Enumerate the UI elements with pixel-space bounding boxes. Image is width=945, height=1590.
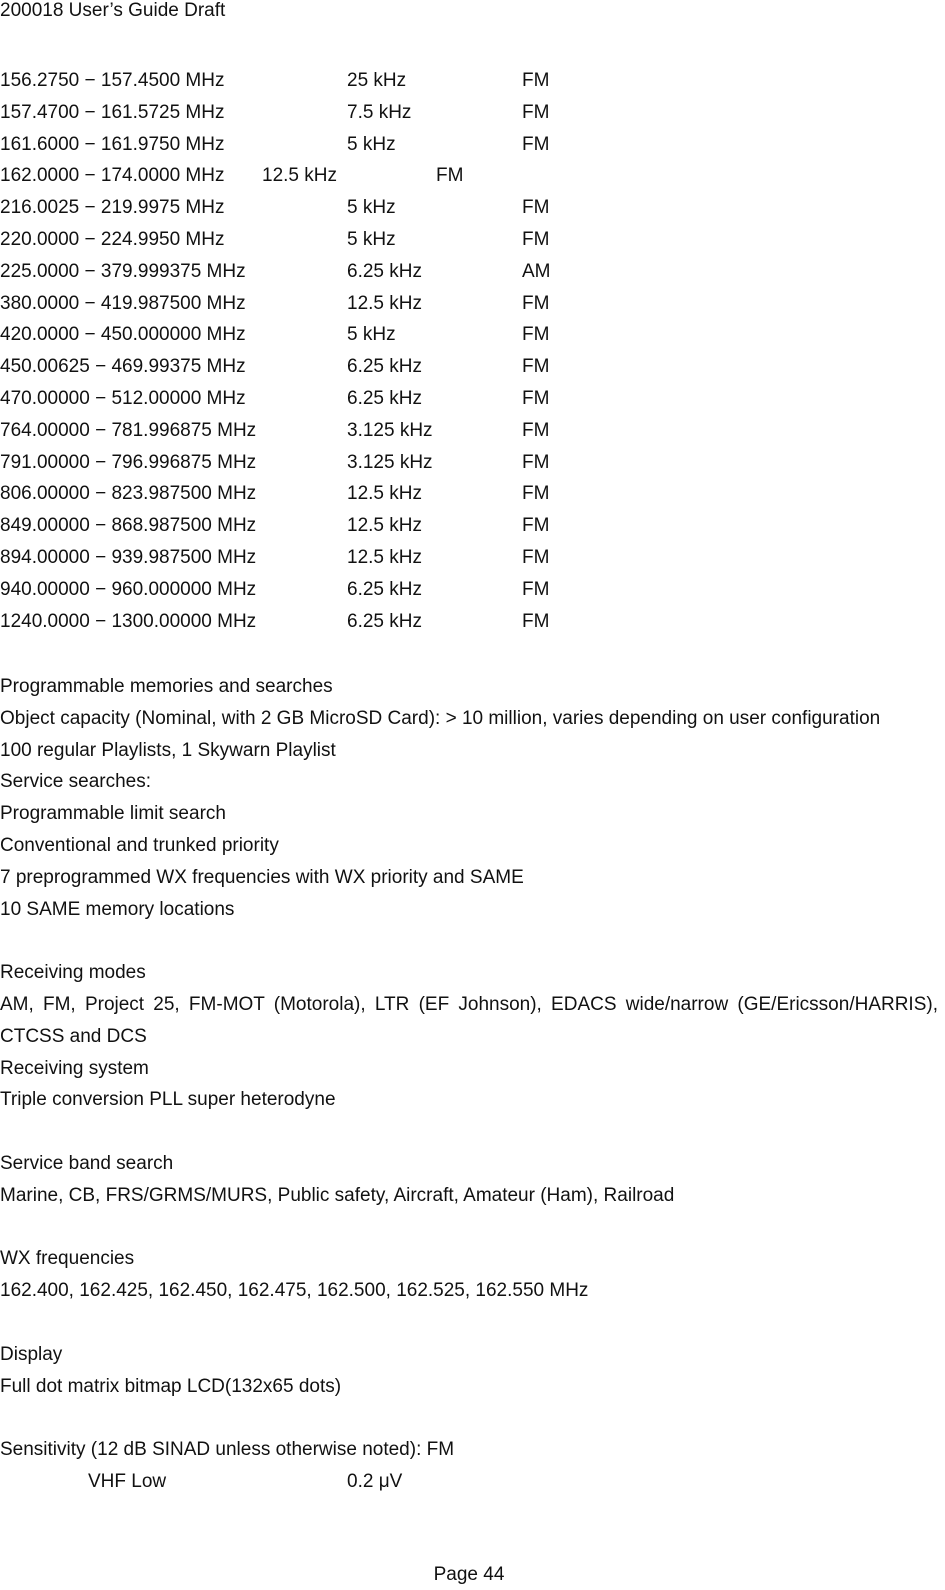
- band-mode: FM: [522, 101, 550, 123]
- band-range: 849.00000 − 868.987500 MHz: [0, 515, 257, 537]
- sensitivity-row: [0, 1466, 938, 1498]
- band-mode: FM: [522, 292, 550, 314]
- band-mode: FM: [522, 197, 550, 219]
- band-step: 6.25 kHz: [347, 260, 422, 282]
- band-mode: FM: [522, 387, 550, 409]
- band-range: 450.00625 − 469.99375 MHz: [0, 356, 246, 378]
- band-mode: FM: [522, 610, 550, 632]
- band-step: 5 kHz: [347, 228, 396, 250]
- service-band-heading: Service band search: [0, 1152, 174, 1174]
- receiving-modes-heading: Receiving modes: [0, 962, 146, 984]
- band-step: 12.5 kHz: [347, 546, 422, 568]
- sensitivity-value: 0.2 μV: [347, 1470, 403, 1492]
- memories-playlists: 100 regular Playlists, 1 Skywarn Playlist: [0, 739, 336, 761]
- memories-service-searches: Service searches:: [0, 771, 152, 793]
- band-mode: FM: [522, 419, 550, 441]
- band-range: 220.0000 − 224.9950 MHz: [0, 228, 225, 250]
- band-range: 225.0000 − 379.999375 MHz: [0, 260, 246, 282]
- memories-wx-preprogrammed: 7 preprogrammed WX frequencies with WX priority and SAME: [0, 866, 524, 888]
- band-range: 806.00000 − 823.987500 MHz: [0, 483, 257, 505]
- band-mode: FM: [522, 70, 550, 91]
- band-range: 380.0000 − 419.987500 MHz: [0, 292, 246, 314]
- band-range: 157.4700 − 161.5725 MHz: [0, 101, 225, 123]
- band-mode: FM: [522, 133, 550, 155]
- memories-capacity: Object capacity (Nominal, with 2 GB MicroSD Card): > 10 million, varies depending on user configuration: [0, 707, 881, 729]
- page-number: Page 44: [433, 1564, 505, 1585]
- band-step: 7.5 kHz: [347, 101, 412, 123]
- band-mode: AM: [522, 260, 551, 282]
- band-range: 161.6000 − 161.9750 MHz: [0, 133, 225, 155]
- band-step: 12.5 kHz: [262, 165, 337, 187]
- band-step: 5 kHz: [347, 324, 396, 346]
- band-step: 12.5 kHz: [347, 292, 422, 314]
- receiving-modes: AM, FM, Project 25, FM-MOT (Motorola), LTR (EF Johnson), EDACS wide/narrow (GE/Ericsson/HARRIS), CTCSS and DCS: [0, 993, 938, 1047]
- band-mode: FM: [522, 515, 550, 537]
- band-range: 216.0025 − 219.9975 MHz: [0, 197, 225, 219]
- band-range: 470.00000 − 512.00000 MHz: [0, 387, 246, 409]
- memories-priority: Conventional and trunked priority: [0, 834, 279, 856]
- band-step: 6.25 kHz: [347, 610, 422, 632]
- memories-heading: Programmable memories and searches: [0, 676, 333, 697]
- band-mode: FM: [522, 356, 550, 378]
- band-mode: FM: [522, 483, 550, 505]
- band-range: 162.0000 − 174.0000 MHz: [0, 165, 225, 187]
- band-range: 764.00000 − 781.996875 MHz: [0, 419, 257, 441]
- wx-list: 162.400, 162.425, 162.450, 162.475, 162.500, 162.525, 162.550 MHz: [0, 1280, 589, 1302]
- receiving-system-heading: Receiving system: [0, 1057, 149, 1079]
- band-step: 5 kHz: [347, 197, 396, 219]
- display-heading: Display: [0, 1343, 63, 1365]
- band-range: 156.2750 − 157.4500 MHz: [0, 70, 225, 91]
- band-mode: FM: [522, 546, 550, 568]
- band-step: 25 kHz: [347, 70, 407, 91]
- band-step: 12.5 kHz: [347, 483, 422, 505]
- band-step: 6.25 kHz: [347, 356, 422, 378]
- spec-content: [0, 671, 938, 1498]
- band-step: 6.25 kHz: [347, 578, 422, 600]
- band-mode: FM: [522, 324, 550, 346]
- wx-heading: WX frequencies: [0, 1248, 135, 1270]
- band-step: 3.125 kHz: [347, 451, 433, 473]
- band-mode: FM: [522, 578, 550, 600]
- band-step: 3.125 kHz: [347, 419, 433, 441]
- memories-limit-search: Programmable limit search: [0, 803, 226, 825]
- band-mode: FM: [522, 451, 550, 473]
- display-text: Full dot matrix bitmap LCD(132x65 dots): [0, 1375, 342, 1397]
- band-mode: FM: [522, 228, 550, 250]
- band-range: 791.00000 − 796.996875 MHz: [0, 451, 257, 473]
- band-range: 420.0000 − 450.000000 MHz: [0, 324, 246, 346]
- sensitivity-heading: Sensitivity (12 dB SINAD unless otherwise noted): FM: [0, 1439, 455, 1461]
- service-band-list: Marine, CB, FRS/GRMS/MURS, Public safety, Aircraft, Amateur (Ham), Railroad: [0, 1184, 675, 1206]
- band-range: 894.00000 − 939.987500 MHz: [0, 546, 257, 568]
- band-mode: FM: [436, 165, 464, 187]
- band-range: 1240.0000 − 1300.00000 MHz: [0, 610, 257, 632]
- sensitivity-band: VHF Low: [88, 1470, 167, 1492]
- band-step: 6.25 kHz: [347, 387, 422, 409]
- band-range: 940.00000 − 960.000000 MHz: [0, 578, 257, 600]
- receiving-system: Triple conversion PLL super heterodyne: [0, 1089, 336, 1111]
- page-header: 200018 User’s Guide Draft: [0, 0, 226, 21]
- band-step: 12.5 kHz: [347, 515, 422, 537]
- memories-same-locations: 10 SAME memory locations: [0, 898, 235, 920]
- band-step: 5 kHz: [347, 133, 396, 155]
